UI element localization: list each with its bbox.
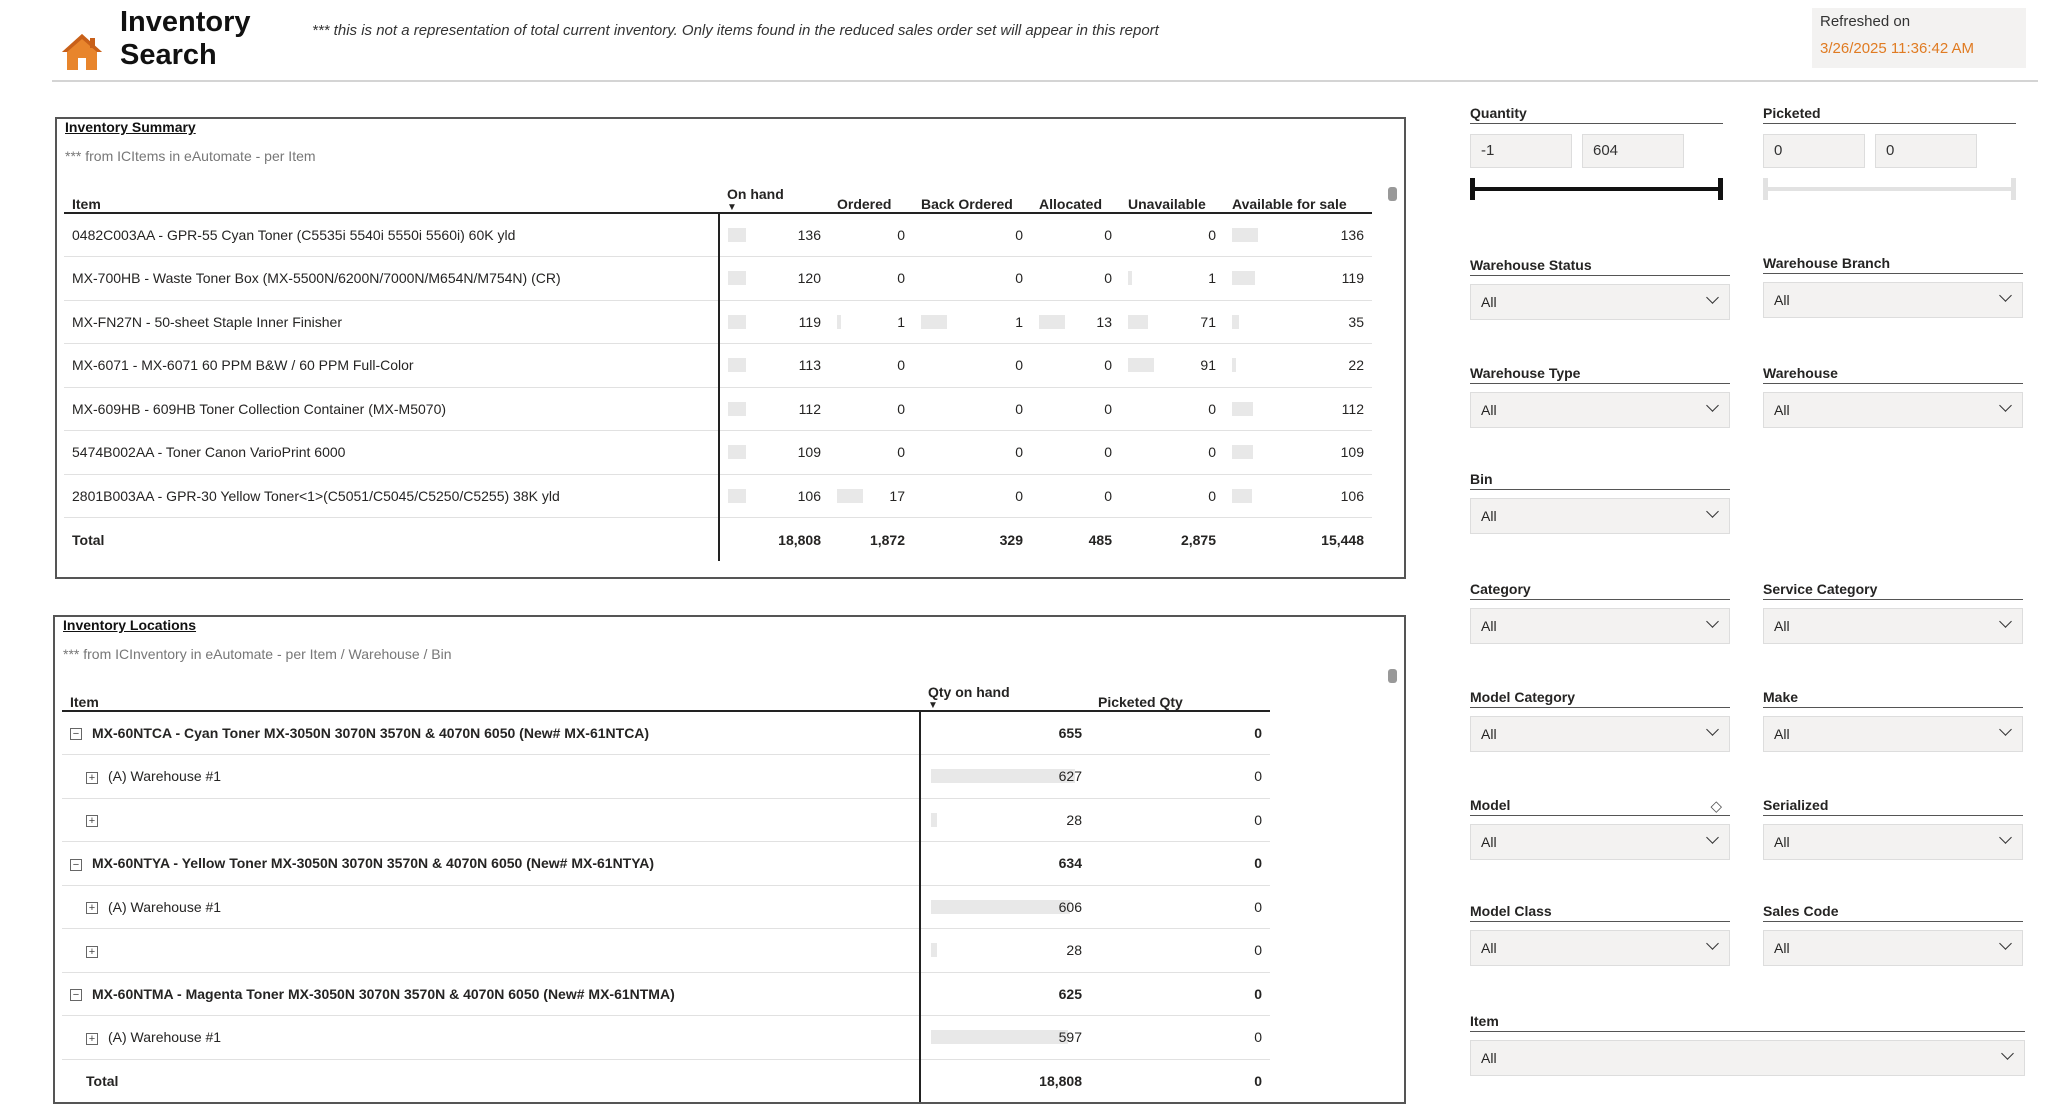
summary-allocated-cell bbox=[1031, 431, 1120, 475]
clear-selection-icon[interactable]: ◇ bbox=[1710, 798, 1722, 815]
location-label: MX-60NTCA - Cyan Toner MX-3050N 3070N 3570N & 4070N 6050 (New# MX-61NTCA) bbox=[92, 725, 650, 741]
summary-item-cell: MX-FN27N - 50-sheet Staple Inner Finisher bbox=[64, 300, 719, 344]
col-back-ordered[interactable]: Back Ordered bbox=[913, 163, 1031, 213]
summary-total-row bbox=[64, 518, 1372, 562]
chevron-down-icon bbox=[1999, 831, 2012, 844]
chevron-down-icon bbox=[1999, 399, 2012, 412]
data-bar bbox=[1232, 271, 1255, 285]
location-label: MX-60NTMA - Magenta Toner MX-3050N 3070N 3570N & 4070N 6050 (New# MX-61NTMA) bbox=[92, 985, 675, 1002]
page-title: Inventory Search bbox=[120, 6, 251, 71]
collapse-icon[interactable]: − bbox=[70, 728, 82, 740]
quantity-slider-min-handle[interactable] bbox=[1470, 178, 1475, 200]
summary-on-hand-cell bbox=[719, 300, 829, 344]
warehouse-dropdown[interactable]: All bbox=[1763, 392, 2023, 428]
warehouse-filter bbox=[1763, 365, 2023, 428]
picketed-max-input[interactable]: 0 bbox=[1875, 134, 1977, 168]
picketed-qty-cell: 0 bbox=[1090, 929, 1270, 973]
chevron-down-icon bbox=[1999, 937, 2012, 950]
qty-value: 634 bbox=[1058, 855, 1082, 872]
summary-available-cell bbox=[1224, 431, 1372, 475]
picketed-slider-max-handle[interactable] bbox=[2011, 178, 2016, 200]
summary-value: 22 bbox=[1348, 357, 1364, 374]
qty-on-hand-cell bbox=[920, 798, 1090, 842]
summary-value: 119 bbox=[798, 313, 821, 330]
make-dropdown[interactable]: All bbox=[1763, 716, 2023, 752]
chevron-down-icon bbox=[1706, 615, 1719, 628]
data-bar bbox=[1128, 271, 1132, 285]
category-dropdown[interactable]: All bbox=[1470, 608, 1730, 644]
summary-subtitle: *** from ICItems in eAutomate - per Item bbox=[65, 148, 316, 164]
model-label: Model ◇ bbox=[1470, 797, 1730, 816]
data-bar bbox=[728, 315, 746, 329]
summary-unavailable-cell bbox=[1120, 387, 1224, 431]
sales-code-label: Sales Code bbox=[1763, 903, 2023, 922]
quantity-filter bbox=[1470, 105, 1723, 200]
home-icon bbox=[60, 32, 104, 72]
data-bar bbox=[931, 943, 937, 957]
qty-value: 28 bbox=[1066, 811, 1082, 828]
data-bar bbox=[1128, 315, 1148, 329]
qty-value: 627 bbox=[1058, 768, 1082, 785]
warehouse-status-label: Warehouse Status bbox=[1470, 257, 1730, 276]
summary-allocated-cell bbox=[1031, 257, 1120, 301]
picketed-qty-cell: 0 bbox=[1090, 972, 1270, 1016]
summary-value: 112 bbox=[1341, 400, 1364, 417]
picketed-qty-cell: 0 bbox=[1090, 842, 1270, 886]
picketed-qty-cell: 0 bbox=[1090, 885, 1270, 929]
location-item-cell bbox=[62, 842, 920, 886]
summary-available-cell bbox=[1224, 257, 1372, 301]
summary-on-hand-cell bbox=[719, 213, 829, 257]
location-item-cell bbox=[62, 1016, 920, 1060]
table-row[interactable] bbox=[64, 213, 1372, 257]
data-bar bbox=[1232, 402, 1253, 416]
summary-allocated-cell bbox=[1031, 474, 1120, 518]
data-bar bbox=[1232, 315, 1239, 329]
service-category-label: Service Category bbox=[1763, 581, 2023, 600]
summary-value: 0 bbox=[1208, 400, 1216, 417]
summary-unavailable-cell bbox=[1120, 300, 1224, 344]
summary-unavailable-cell bbox=[1120, 431, 1224, 475]
picketed-slider-min-handle[interactable] bbox=[1763, 178, 1768, 200]
collapse-icon[interactable]: − bbox=[70, 859, 82, 871]
summary-total-value: 2,875 bbox=[1180, 531, 1216, 548]
warehouse-branch-filter bbox=[1763, 255, 2023, 318]
data-bar bbox=[921, 315, 947, 329]
warehouse-status-filter bbox=[1470, 257, 1730, 320]
qty-value: 28 bbox=[1066, 942, 1082, 959]
summary-ordered-cell bbox=[829, 213, 913, 257]
inventory-locations-panel bbox=[53, 615, 1406, 1104]
sales-code-filter bbox=[1763, 903, 2023, 966]
quantity-max-input[interactable]: 604 bbox=[1582, 134, 1684, 168]
warehouse-type-filter bbox=[1470, 365, 1730, 428]
summary-value: 0 bbox=[1104, 400, 1112, 417]
location-item-cell bbox=[62, 711, 920, 755]
data-bar bbox=[837, 489, 863, 503]
picketed-qty-cell: 0 bbox=[1090, 798, 1270, 842]
item-group-row[interactable] bbox=[62, 972, 1270, 1016]
summary-item-cell: MX-6071 - MX-6071 60 PPM B&W / 60 PPM Full-Color bbox=[64, 344, 719, 388]
summary-table bbox=[64, 163, 1372, 561]
expand-icon[interactable]: + bbox=[86, 815, 98, 827]
summary-value: 0 bbox=[1104, 487, 1112, 504]
qty-value: 606 bbox=[1058, 898, 1082, 915]
header-divider bbox=[52, 80, 2038, 82]
warehouse-row[interactable] bbox=[62, 885, 1270, 929]
summary-back-ordered-cell bbox=[913, 387, 1031, 431]
bin-label: Bin bbox=[1470, 471, 1730, 490]
serialized-label: Serialized bbox=[1763, 797, 2023, 816]
quantity-label: Quantity bbox=[1470, 105, 1723, 124]
chevron-down-icon bbox=[1999, 615, 2012, 628]
summary-value: 0 bbox=[897, 357, 905, 374]
item-group-row[interactable] bbox=[62, 842, 1270, 886]
data-bar bbox=[931, 769, 1075, 783]
summary-value: 0 bbox=[1104, 444, 1112, 461]
make-label: Make bbox=[1763, 689, 2023, 708]
summary-value: 0 bbox=[1015, 487, 1023, 504]
col-picketed-qty[interactable]: Picketed Qty bbox=[1090, 661, 1270, 711]
warehouse-label: Warehouse bbox=[1763, 365, 2023, 384]
category-label: Category bbox=[1470, 581, 1730, 600]
quantity-slider[interactable] bbox=[1470, 178, 1723, 200]
expand-icon[interactable]: + bbox=[86, 946, 98, 958]
summary-value: 109 bbox=[797, 444, 821, 461]
picketed-qty-cell: 0 bbox=[1090, 1016, 1270, 1060]
summary-value: 0 bbox=[897, 270, 905, 287]
refresh-card bbox=[1812, 8, 2026, 68]
col-ordered[interactable]: Ordered bbox=[829, 163, 913, 213]
summary-value: 1 bbox=[1015, 313, 1023, 330]
qty-on-hand-cell bbox=[920, 885, 1090, 929]
data-bar bbox=[728, 402, 746, 416]
warehouse-status-dropdown[interactable]: All bbox=[1470, 284, 1730, 320]
summary-ordered-cell bbox=[829, 431, 913, 475]
summary-value: 0 bbox=[1104, 227, 1112, 243]
chevron-down-icon bbox=[1706, 937, 1719, 950]
summary-value: 0 bbox=[1015, 227, 1023, 243]
sales-code-dropdown[interactable]: All bbox=[1763, 930, 2023, 966]
locations-title: Inventory Locations bbox=[63, 617, 197, 633]
table-row[interactable] bbox=[64, 431, 1372, 475]
summary-on-hand-cell bbox=[719, 431, 829, 475]
location-item-cell bbox=[62, 885, 920, 929]
inventory-summary-panel bbox=[55, 117, 1406, 579]
picketed-min-input[interactable]: 0 bbox=[1763, 134, 1865, 168]
model-filter bbox=[1470, 797, 1730, 860]
table-row[interactable] bbox=[64, 300, 1372, 344]
summary-total-value: 485 bbox=[1088, 531, 1112, 548]
locations-table bbox=[62, 661, 1270, 1103]
picketed-filter bbox=[1763, 105, 2016, 200]
col-available[interactable]: Available for sale bbox=[1224, 163, 1372, 213]
summary-value: 0 bbox=[1208, 444, 1216, 461]
summary-ordered-cell bbox=[829, 474, 913, 518]
summary-value: 1 bbox=[897, 313, 905, 330]
summary-value: 35 bbox=[1348, 313, 1364, 330]
data-bar bbox=[1039, 315, 1065, 329]
bin-dropdown[interactable]: All bbox=[1470, 498, 1730, 534]
summary-value: 120 bbox=[797, 270, 821, 287]
summary-unavailable-cell bbox=[1120, 213, 1224, 257]
picketed-label: Picketed bbox=[1763, 105, 2016, 124]
model-category-dropdown[interactable]: All bbox=[1470, 716, 1730, 752]
summary-ordered-cell bbox=[829, 344, 913, 388]
locations-subtitle: *** from ICInventory in eAutomate - per Item / Warehouse / Bin bbox=[63, 646, 452, 662]
location-label: (A) Warehouse #1 bbox=[108, 898, 222, 915]
refresh-label: Refreshed on bbox=[1820, 13, 1911, 30]
warehouse-branch-dropdown[interactable]: All bbox=[1763, 282, 2023, 318]
data-bar bbox=[728, 228, 746, 242]
chevron-down-icon bbox=[1706, 505, 1719, 518]
model-class-filter bbox=[1470, 903, 1730, 966]
service-category-dropdown[interactable]: All bbox=[1763, 608, 2023, 644]
chevron-down-icon bbox=[1706, 723, 1719, 736]
col-loc-item[interactable]: Item bbox=[62, 661, 920, 711]
item-group-row[interactable] bbox=[62, 711, 1270, 755]
warehouse-row[interactable] bbox=[62, 798, 1270, 842]
locations-total-row bbox=[62, 1059, 1270, 1103]
chevron-down-icon bbox=[1706, 831, 1719, 844]
summary-allocated-cell bbox=[1031, 387, 1120, 431]
summary-unavailable-cell bbox=[1120, 474, 1224, 518]
data-bar bbox=[1232, 358, 1236, 372]
table-row[interactable] bbox=[64, 344, 1372, 388]
summary-total-value: 329 bbox=[999, 531, 1023, 548]
qty-value: 625 bbox=[1058, 985, 1082, 1002]
locations-header-row bbox=[62, 661, 1270, 711]
summary-on-hand-cell bbox=[719, 387, 829, 431]
col-unavailable[interactable]: Unavailable bbox=[1120, 163, 1224, 213]
summary-value: 0 bbox=[897, 227, 905, 243]
serialized-filter bbox=[1763, 797, 2023, 860]
make-filter bbox=[1763, 689, 2023, 752]
qty-value: 597 bbox=[1058, 1029, 1082, 1046]
chevron-down-icon bbox=[1706, 291, 1719, 304]
table-row[interactable] bbox=[64, 387, 1372, 431]
summary-value: 112 bbox=[798, 400, 821, 417]
summary-item-cell: 0482C003AA - GPR-55 Cyan Toner (C5535i 5540i 5550i 5560i) 60K yld bbox=[64, 213, 719, 257]
summary-value: 0 bbox=[1015, 444, 1023, 461]
summary-value: 71 bbox=[1200, 313, 1216, 330]
summary-value: 119 bbox=[1341, 270, 1364, 287]
model-category-label: Model Category bbox=[1470, 689, 1730, 708]
summary-value: 109 bbox=[1340, 444, 1364, 461]
warehouse-row[interactable] bbox=[62, 1016, 1270, 1060]
summary-value: 91 bbox=[1200, 357, 1216, 374]
refresh-timestamp: 3/26/2025 11:36:42 AM bbox=[1820, 40, 1975, 57]
qty-on-hand-cell bbox=[920, 755, 1090, 799]
summary-value: 0 bbox=[1208, 487, 1216, 504]
summary-ordered-cell bbox=[829, 257, 913, 301]
data-bar bbox=[728, 358, 746, 372]
location-item-cell bbox=[62, 798, 920, 842]
chevron-down-icon bbox=[1999, 289, 2012, 302]
summary-total-value: 15,448 bbox=[1321, 531, 1364, 548]
model-category-filter bbox=[1470, 689, 1730, 752]
summary-title: Inventory Summary bbox=[65, 119, 196, 135]
summary-on-hand-cell bbox=[719, 474, 829, 518]
summary-allocated-cell bbox=[1031, 213, 1120, 257]
picketed-qty-cell: 0 bbox=[1090, 755, 1270, 799]
table-row[interactable] bbox=[64, 257, 1372, 301]
summary-value: 0 bbox=[1015, 270, 1023, 287]
sort-desc-icon: ▼ bbox=[928, 700, 938, 711]
summary-unavailable-cell bbox=[1120, 344, 1224, 388]
summary-total-value: 1,872 bbox=[869, 531, 905, 548]
summary-on-hand-cell bbox=[719, 344, 829, 388]
quantity-min-input[interactable]: -1 bbox=[1470, 134, 1572, 168]
item-filter bbox=[1470, 1013, 2025, 1076]
chevron-down-icon bbox=[1706, 399, 1719, 412]
summary-item-cell: MX-700HB - Waste Toner Box (MX-5500N/6200N/7000N/M654N/M754N) (CR) bbox=[64, 257, 719, 301]
locations-total-qty: 18,808 bbox=[1039, 1073, 1082, 1089]
data-bar bbox=[931, 900, 1070, 914]
summary-item-cell: MX-609HB - 609HB Toner Collection Container (MX-M5070) bbox=[64, 387, 719, 431]
data-bar bbox=[1232, 228, 1258, 242]
summary-back-ordered-cell bbox=[913, 213, 1031, 257]
location-item-cell bbox=[62, 972, 920, 1016]
summary-value: 13 bbox=[1096, 313, 1112, 330]
data-bar bbox=[931, 813, 937, 827]
warehouse-branch-label: Warehouse Branch bbox=[1763, 255, 2023, 274]
summary-available-cell bbox=[1224, 344, 1372, 388]
summary-value: 106 bbox=[797, 487, 821, 504]
picketed-slider-track bbox=[1763, 187, 2016, 191]
data-bar bbox=[837, 315, 841, 329]
col-qty-on-hand[interactable]: Qty on hand ▼ bbox=[920, 661, 1090, 711]
bin-filter bbox=[1470, 471, 1730, 534]
data-bar bbox=[728, 445, 746, 459]
table-row[interactable] bbox=[64, 474, 1372, 518]
qty-on-hand-cell bbox=[920, 711, 1090, 755]
model-class-dropdown[interactable]: All bbox=[1470, 930, 1730, 966]
item-dropdown[interactable]: All bbox=[1470, 1040, 2025, 1076]
summary-value: 136 bbox=[1340, 227, 1364, 243]
qty-on-hand-cell bbox=[920, 842, 1090, 886]
expand-icon[interactable]: + bbox=[86, 1033, 98, 1045]
data-bar bbox=[728, 489, 746, 503]
data-bar bbox=[1232, 445, 1253, 459]
col-allocated[interactable]: Allocated bbox=[1031, 163, 1120, 213]
summary-back-ordered-cell bbox=[913, 474, 1031, 518]
locations-total-picketed: 0 bbox=[1254, 1073, 1262, 1089]
summary-value: 0 bbox=[1208, 227, 1216, 243]
summary-back-ordered-cell bbox=[913, 257, 1031, 301]
summary-header-row bbox=[64, 163, 1372, 213]
summary-available-cell bbox=[1224, 387, 1372, 431]
summary-value: 1 bbox=[1208, 270, 1216, 287]
data-bar bbox=[1232, 489, 1252, 503]
summary-value: 113 bbox=[798, 357, 821, 374]
item-label: Item bbox=[1470, 1013, 2025, 1032]
data-bar bbox=[1128, 358, 1154, 372]
serialized-dropdown[interactable]: All bbox=[1763, 824, 2023, 860]
summary-ordered-cell bbox=[829, 300, 913, 344]
warehouse-row[interactable] bbox=[62, 755, 1270, 799]
summary-allocated-cell bbox=[1031, 300, 1120, 344]
model-dropdown[interactable]: All bbox=[1470, 824, 1730, 860]
summary-on-hand-cell bbox=[719, 257, 829, 301]
data-bar bbox=[728, 271, 746, 285]
disclaimer-text: *** this is not a representation of total current inventory. Only items found in the reduced sales order set will appear in this report bbox=[312, 22, 1159, 39]
summary-ordered-cell bbox=[829, 387, 913, 431]
summary-value: 0 bbox=[897, 400, 905, 417]
picketed-qty-cell: 0 bbox=[1090, 711, 1270, 755]
chevron-down-icon bbox=[1999, 723, 2012, 736]
summary-back-ordered-cell bbox=[913, 431, 1031, 475]
quantity-slider-max-handle[interactable] bbox=[1718, 178, 1723, 200]
data-bar bbox=[931, 1030, 1068, 1044]
summary-value: 0 bbox=[1104, 357, 1112, 374]
warehouse-type-dropdown[interactable]: All bbox=[1470, 392, 1730, 428]
picketed-slider[interactable] bbox=[1763, 178, 2016, 200]
col-item[interactable]: Item bbox=[64, 163, 719, 213]
location-item-cell bbox=[62, 755, 920, 799]
qty-on-hand-cell bbox=[920, 1016, 1090, 1060]
service-category-filter bbox=[1763, 581, 2023, 644]
warehouse-row[interactable] bbox=[62, 929, 1270, 973]
summary-available-cell bbox=[1224, 300, 1372, 344]
summary-total-label: Total bbox=[64, 518, 719, 562]
summary-value: 0 bbox=[897, 444, 905, 461]
location-label: MX-60NTYA - Yellow Toner MX-3050N 3070N 3570N & 4070N 6050 (New# MX-61NTYA) bbox=[92, 855, 655, 872]
location-label: (A) Warehouse #1 bbox=[108, 768, 222, 785]
quantity-slider-track bbox=[1470, 187, 1723, 191]
sort-desc-icon: ▼ bbox=[727, 202, 737, 213]
summary-available-cell bbox=[1224, 474, 1372, 518]
qty-on-hand-cell bbox=[920, 929, 1090, 973]
expand-icon[interactable]: + bbox=[86, 772, 98, 784]
summary-value: 0 bbox=[1015, 357, 1023, 374]
summary-value: 106 bbox=[1340, 487, 1364, 504]
summary-value: 0 bbox=[1015, 400, 1023, 417]
summary-total-value: 18,808 bbox=[778, 531, 821, 548]
summary-item-cell: 2801B003AA - GPR-30 Yellow Toner<1>(C5051/C5045/C5250/C5255) 38K yld bbox=[64, 474, 719, 518]
summary-back-ordered-cell bbox=[913, 344, 1031, 388]
warehouse-type-label: Warehouse Type bbox=[1470, 365, 1730, 384]
summary-value: 136 bbox=[797, 227, 821, 243]
summary-unavailable-cell bbox=[1120, 257, 1224, 301]
summary-item-cell: 5474B002AA - Toner Canon VarioPrint 6000 bbox=[64, 431, 719, 475]
col-on-hand[interactable]: On hand ▼ bbox=[719, 163, 829, 213]
locations-total-label: Total bbox=[62, 1059, 920, 1103]
collapse-icon[interactable]: − bbox=[70, 989, 82, 1001]
model-class-label: Model Class bbox=[1470, 903, 1730, 922]
chevron-down-icon bbox=[2001, 1047, 2014, 1060]
summary-value: 17 bbox=[889, 487, 905, 504]
summary-available-cell bbox=[1224, 213, 1372, 257]
summary-allocated-cell bbox=[1031, 344, 1120, 388]
summary-scrollbar[interactable] bbox=[1388, 187, 1397, 201]
location-label: (A) Warehouse #1 bbox=[108, 1029, 222, 1046]
summary-value: 0 bbox=[1104, 270, 1112, 287]
category-filter bbox=[1470, 581, 1730, 644]
summary-back-ordered-cell bbox=[913, 300, 1031, 344]
qty-value: 655 bbox=[1058, 725, 1082, 741]
expand-icon[interactable]: + bbox=[86, 902, 98, 914]
locations-scrollbar[interactable] bbox=[1388, 669, 1397, 683]
qty-on-hand-cell bbox=[920, 972, 1090, 1016]
location-item-cell bbox=[62, 929, 920, 973]
